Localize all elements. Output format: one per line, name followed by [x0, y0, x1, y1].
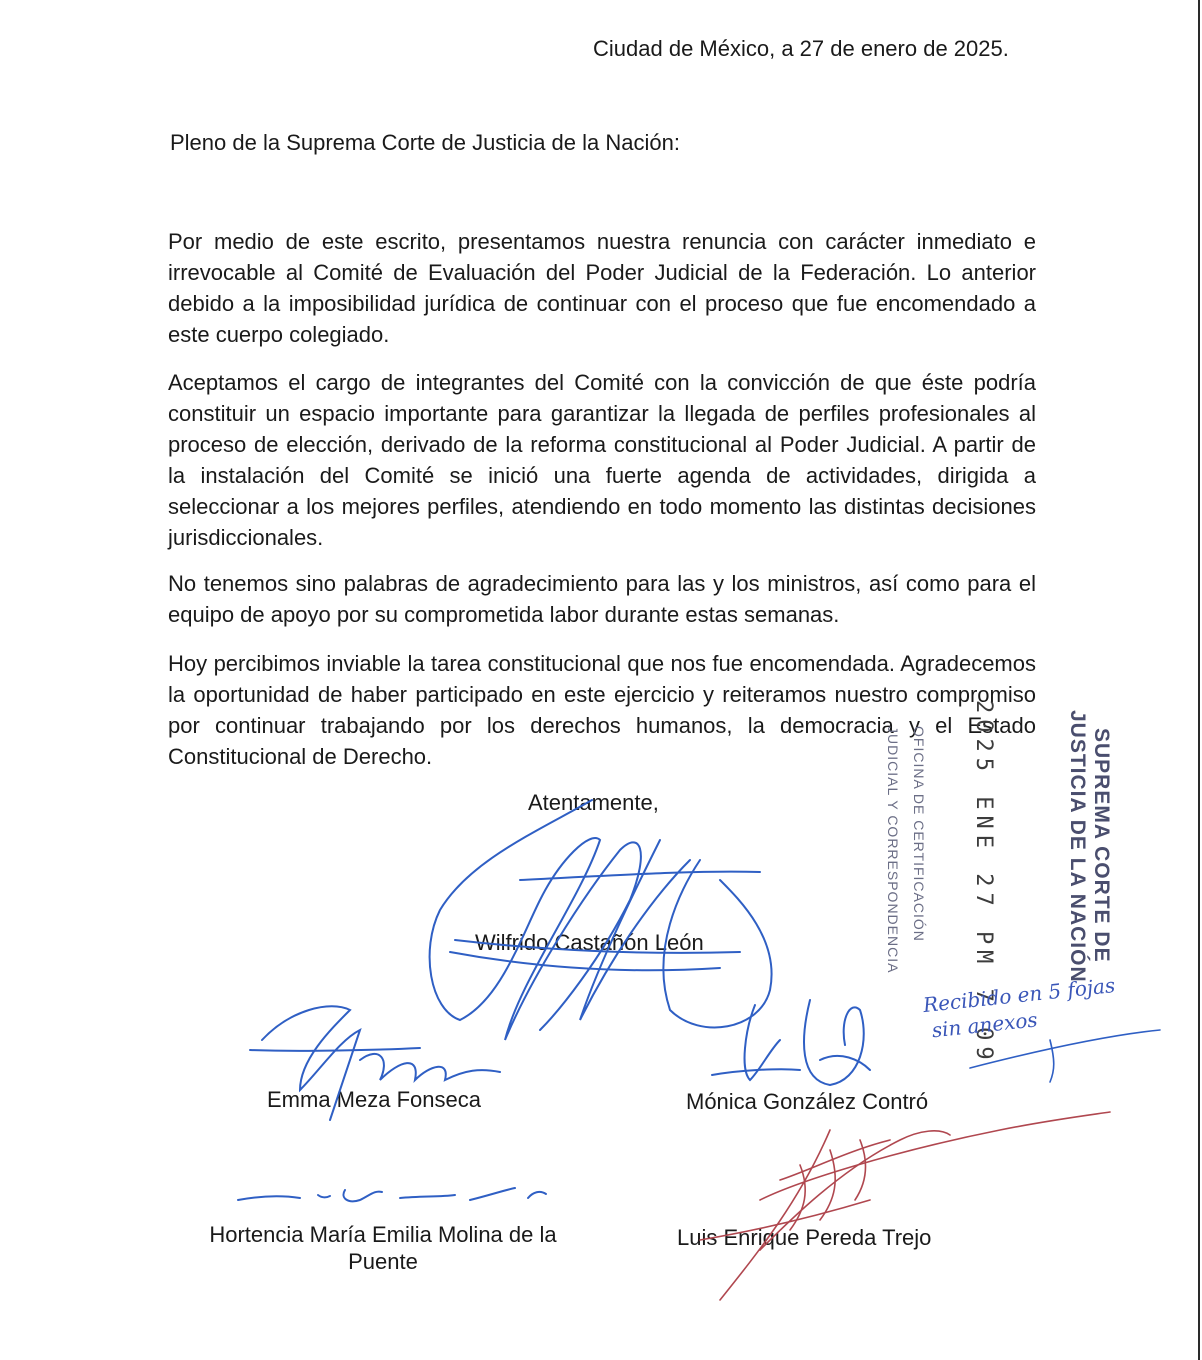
stamp-office-line: JUDICIAL Y CORRESPONDENCIA [885, 726, 901, 974]
stamp-date: 2025 ENE 27 PM 7 09 [971, 700, 996, 1066]
signature-luis [700, 1112, 1110, 1300]
stamp-organization-line: JUSTICIA DE LA NACIÓN [1066, 710, 1089, 983]
signer-name: Luis Enrique Pereda Trejo [677, 1225, 932, 1250]
handwritten-note-line: Recibido en 5 fojas [921, 973, 1117, 1018]
signature-wilfrido [430, 800, 772, 1040]
letter-paragraph: Por medio de este escrito, presentamos nuestra renuncia con carácter inmediato e irrevocable al Comité de Evaluación del Poder Judicial de la Federación. Lo anterior debido a la imposibilidad jurídica de continuar con el proceso que fue encomendado a este cuerpo colegiado. [168, 229, 1036, 347]
signature-monica [712, 1000, 870, 1085]
signer-name: Hortencia María Emilia Molina de la Puente [209, 1222, 557, 1274]
letter-paragraph: Hoy percibimos inviable la tarea constitucional que nos fue encomendada. Agradecemos la oportunidad de haber participado en este ejercicio y reiteramos nuestro compromiso por continuar trabajando por los derechos humanos, la democracia y el Estado Constitucional de Derecho. [168, 651, 1036, 769]
stamp-office-line: OFICINA DE CERTIFICACIÓN [911, 726, 927, 942]
letter-salutation: Pleno de la Suprema Corte de Justicia de la Nación: [170, 130, 680, 155]
signature-hortencia [238, 1188, 546, 1201]
page-edge-line [1198, 0, 1200, 1360]
letter-closing: Atentamente, [528, 790, 659, 815]
letter-paragraph: Aceptamos el cargo de integrantes del Comité con la convicción de que éste podría constituir un espacio importante para garantizar la llegada de perfiles profesionales al proceso de elección, derivado de la reforma constitucional al Poder Judicial. A partir de la instalación del Comité se inició una fuerte agenda de actividades, dirigida a seleccionar a los mejores perfiles, atendiendo en todo momento las distintas decisiones jurisdiccionales. [168, 370, 1036, 550]
signer-name: Mónica González Contró [686, 1089, 929, 1114]
signer-name: Wilfrido Castañón León [475, 930, 704, 955]
letter-paragraph: No tenemos sino palabras de agradecimiento para las y los ministros, así como para el equipo de apoyo por su comprometida labor durante estas semanas. [168, 571, 1036, 627]
stamp-annotation-strokes [970, 1030, 1160, 1082]
signer-name: Emma Meza Fonseca [267, 1087, 481, 1112]
stamp-organization-line: SUPREMA CORTE DE [1090, 728, 1113, 963]
letter-date: Ciudad de México, a 27 de enero de 2025. [593, 36, 1009, 61]
handwritten-note-line: sin anexos [930, 1007, 1039, 1043]
